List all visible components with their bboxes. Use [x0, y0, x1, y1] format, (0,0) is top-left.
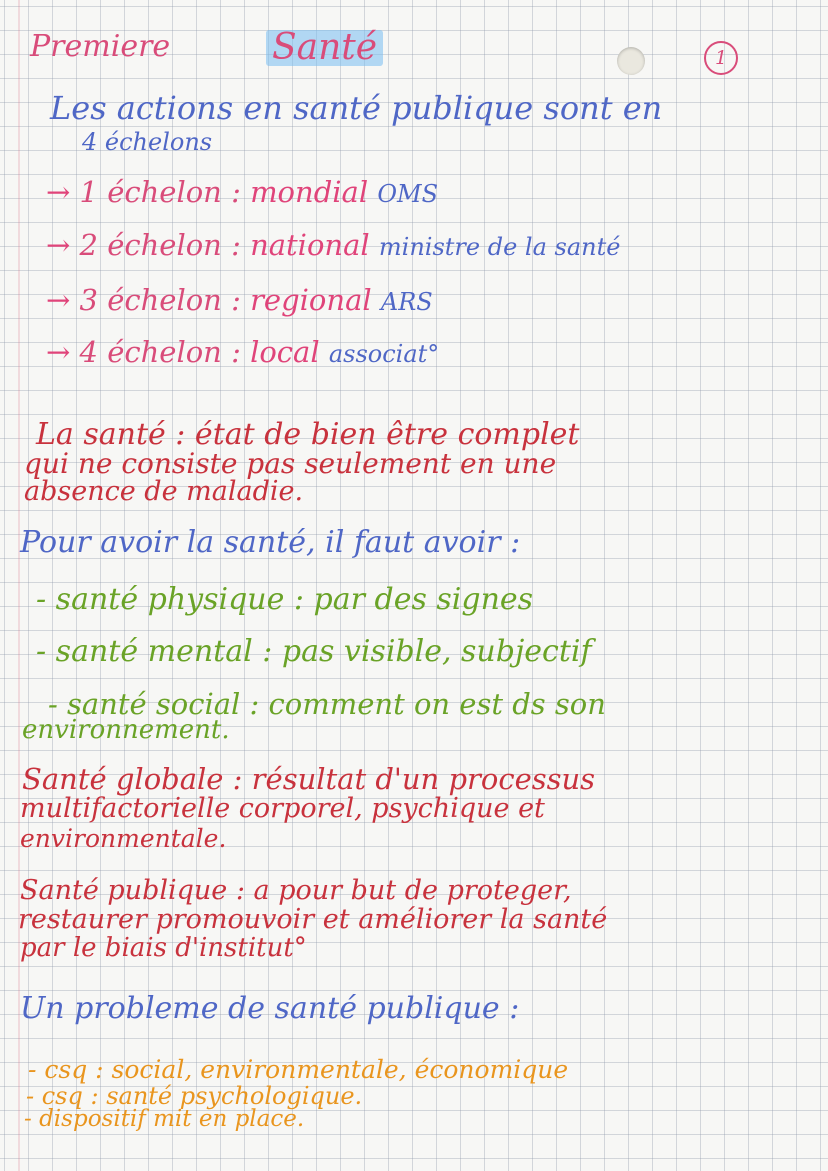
sante-social-line-2: environnement. — [22, 715, 230, 745]
arrow-icon: → — [46, 175, 71, 209]
arrow-icon: → — [46, 228, 71, 262]
level-item — [46, 283, 433, 317]
list-item: - csq : santé psychologique. — [26, 1082, 363, 1110]
level-item — [46, 228, 620, 262]
level-scope: mondial — [250, 175, 369, 209]
sante-social-line-1: - santé social : comment on est ds son — [48, 687, 606, 721]
publique-line-2: restaurer promouvoir et améliorer la santé — [18, 904, 608, 935]
list-item: - dispositif mit en place. — [24, 1106, 305, 1132]
level-org: associat° — [328, 340, 440, 368]
publique-line-1: Santé publique : a pour but de proteger, — [20, 875, 572, 906]
level-title: Premiere — [30, 29, 171, 64]
arrow-icon: → — [46, 283, 71, 317]
pour-avoir-line: Pour avoir la santé, il faut avoir : — [20, 525, 521, 560]
level-org: OMS — [377, 180, 439, 208]
globale-line-2: multifactorielle corporel, psychique et — [20, 793, 545, 824]
intro-line-1: Les actions en santé publique sont en — [50, 89, 663, 127]
definition-line-3: absence de maladie. — [24, 476, 304, 507]
globale-line-3: environmentale. — [20, 824, 227, 853]
sante-mental: - santé mental : pas visible, subjectif — [36, 634, 592, 669]
level-item — [46, 175, 438, 209]
page-number: 1 — [704, 41, 738, 75]
level-scope: national — [250, 228, 370, 262]
level-item — [46, 335, 439, 369]
definition-line-2: qui ne consiste pas seulement en une — [24, 447, 557, 480]
list-item: - csq : social, environmentale, économique — [28, 1055, 569, 1084]
level-label: 1 échelon : — [79, 175, 241, 209]
level-label: 3 échelon : — [79, 283, 241, 317]
definition-line-1: La santé : état de bien être complet — [36, 417, 580, 452]
intro-line-2: 4 échelons — [82, 128, 213, 156]
sante-physique: - santé physique : par des signes — [36, 582, 534, 617]
level-org: ministre de la santé — [378, 233, 621, 261]
publique-line-3: par le biais d'institut° — [20, 933, 307, 963]
level-label: 2 échelon : — [79, 228, 241, 262]
level-scope: local — [250, 335, 320, 369]
arrow-icon: → — [46, 335, 71, 369]
level-scope: regional — [250, 283, 372, 317]
probleme-title: Un probleme de santé publique : — [20, 991, 520, 1026]
globale-line-1: Santé globale : résultat d'un processus — [22, 762, 596, 796]
punch-hole — [617, 47, 645, 75]
level-org: ARS — [380, 288, 433, 316]
subject-title: Santé — [266, 30, 383, 66]
level-label: 4 échelon : — [79, 335, 241, 369]
